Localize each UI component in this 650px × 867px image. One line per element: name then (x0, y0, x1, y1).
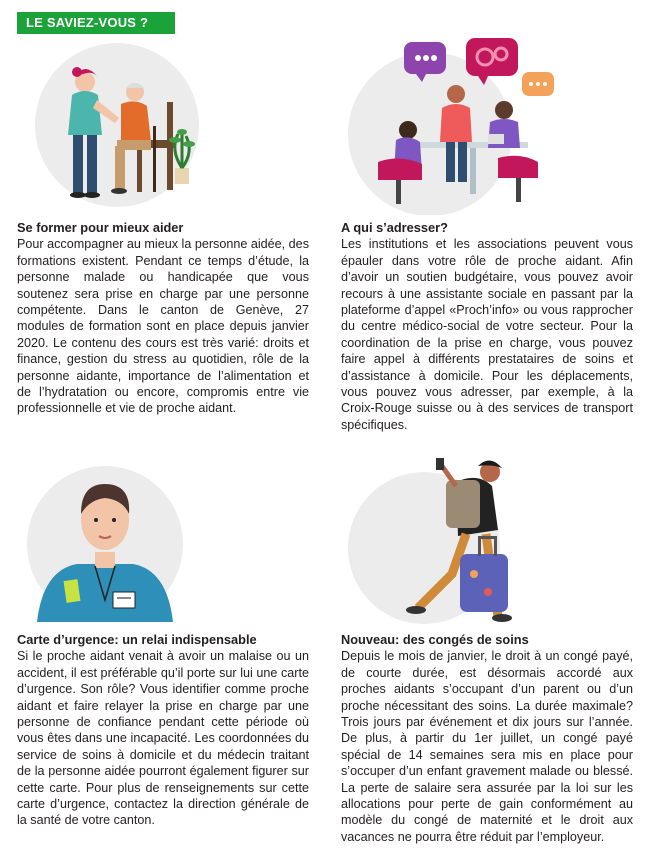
section-title: A qui s’adresser? (341, 220, 448, 235)
section-body: Depuis le mois de janvier, le droit à un congé payé, de courte durée, est désormais accordé aux proches aidants s’occupant d’un parent ou d’un proche nécessitant des soins. La durée maximale? Trois jours par événement et dix jours sur l’année. De plus, à partir du 1er juillet, un congé payé spécial de 14 semaines sera mis en place pour s’occuper d’un enfant gravement malade ou blessé. La perte de salaire sera assurée par la loi sur les allocations pour perte de gain conformément au modèle du congé de maternité et le droit aux vacances ne pourra être réduit par l’employeur. (341, 649, 633, 844)
section-title: Carte d’urgence: un relai indispensable (17, 632, 257, 647)
section-care-leave (341, 632, 633, 845)
section-contacts (341, 220, 633, 433)
meeting-illustration (338, 30, 568, 215)
emergency-card-illustration (17, 462, 187, 622)
section-body: Si le proche aidant venait à avoir un malaise ou un accident, il est préférable qu’il porte sur lui une carte d’urgence. Son rôle? Vous identifier comme proche aidant et faire relayer la prise en charge par une personne de confiance pendant cette période où vous êtes dans une incapacité. Les coordonnées du service de soins à domicile et du médecin traitant de la personne aidée pourront également figurer sur cette carte. Pour plus de renseignements sur cette carte d’urgence, contactez la direction générale de la santé de votre canton. (17, 649, 309, 828)
section-body: Pour accompagner au mieux la personne aidée, des formations existent. Pendant ce temps d’étude, la personne malade ou handicapée que vous soutenez sera prise en charge par une personne compétente. Dans le canton de Genève, 27 modules de formation sont en place depuis janvier 2020. Le contenu des cours est très varié: droits et finance, gestion du stress au quotidien, rôle de la personne aidante, importance de l’alimentation et de l’hydratation ou encore, compromis entre vie professionnelle et vie de proche aidant. (17, 237, 309, 416)
traveller-illustration (338, 442, 538, 627)
section-training (17, 220, 309, 417)
section-body: Les institutions et les associations peuvent vous épauler dans votre rôle de proche aidant. Afin d’avoir un soutien budgétaire, vous pouvez avoir recours à une assistante sociale en passant par la plateforme d’appel «Proch’info» ou vous rapprocher du centre médico-social de votre secteur. Pour la coordination de la prise en charge, vous pouvez faire appel à différents prestataires de soins et d’assistance à domicile. Pour les déplacements, vous pouvez vous adresser, par exemple, à la Croix-Rouge suisse ou à des services de transport spécifiques. (341, 237, 633, 432)
section-title: Nouveau: des congés de soins (341, 632, 529, 647)
section-tag: LE SAVIEZ-VOUS ? (17, 12, 175, 34)
section-title: Se former pour mieux aider (17, 220, 184, 235)
section-emergency-card (17, 632, 309, 829)
caregiver-illustration (17, 40, 217, 210)
